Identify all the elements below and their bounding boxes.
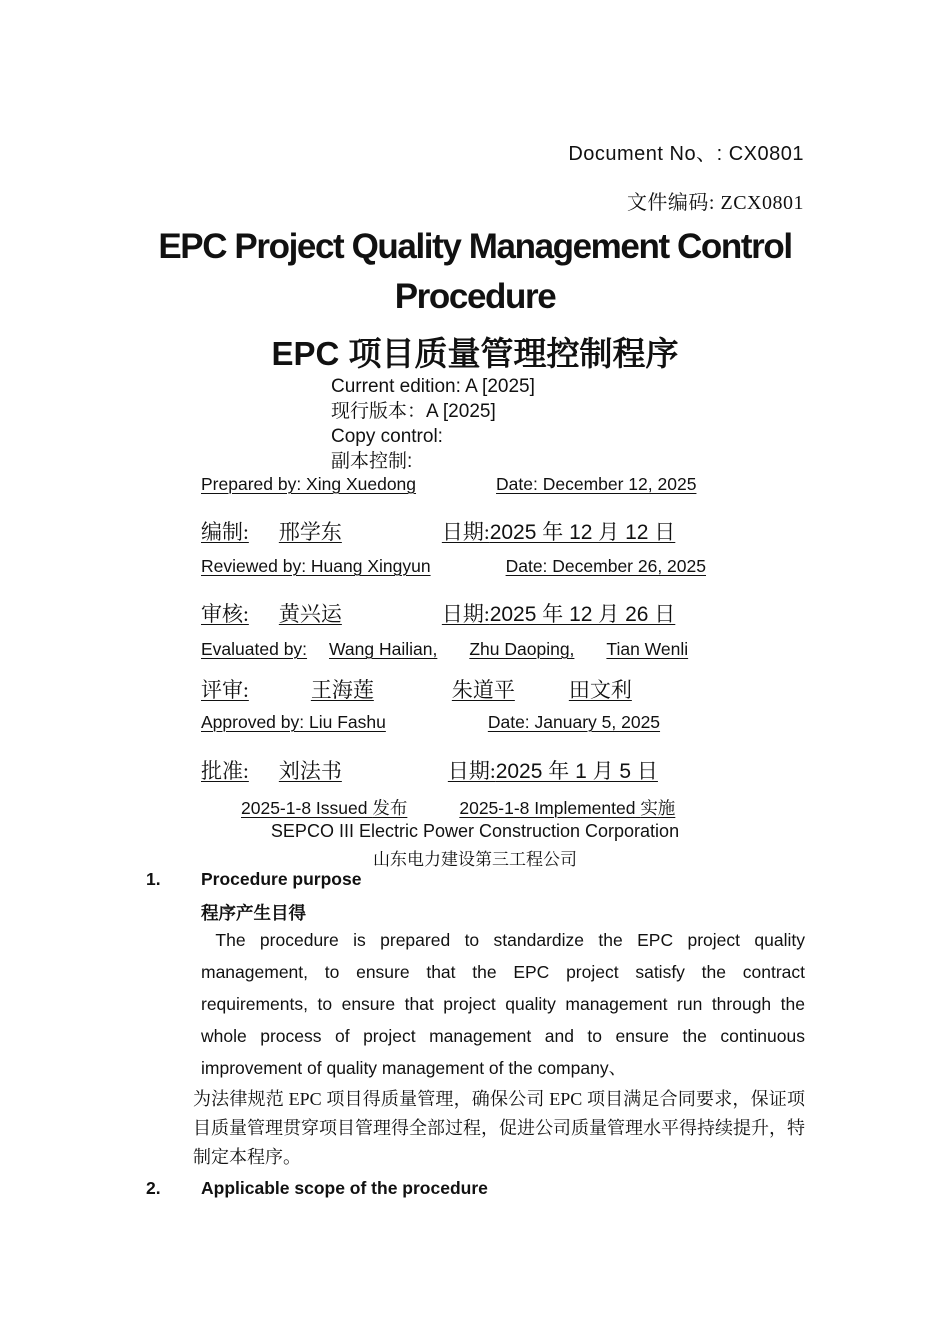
title-en-line2: Procedure: [394, 277, 556, 316]
evaluator-name: Wang Hailian,: [329, 639, 438, 659]
evaluator-name: Tian Wenli: [606, 639, 689, 659]
issued-label-cn: 发布: [372, 798, 408, 818]
evaluated-by: Evaluated by:: [201, 639, 308, 659]
evaluated-row: [201, 639, 688, 660]
prepared-label-cn: 编制:: [201, 520, 249, 544]
section-number: 1.: [146, 869, 161, 889]
document-number-cn-text: 文件编码: ZCX0801: [626, 192, 804, 214]
reviewed-row: [201, 556, 706, 577]
approved-date-cn: 2025 年 1 月 5 日: [495, 760, 658, 783]
approved-by: Approved by: Liu Fashu: [201, 712, 386, 732]
implemented-date: 2025-1-8 Implemented: [459, 798, 636, 818]
issued-date: 2025-1-8 Issued: [241, 798, 368, 818]
section-title-cn: 程序产生目得: [201, 903, 306, 923]
section-body-cn-text: 为法律规范 EPC 项目得质量管理，确保公司 EPC 项目满足合同要求，保证项目质量管理贯穿项目管理得全部过程，促进公司质量管理水平得持续提升，特制定本程序。: [193, 1089, 805, 1167]
approved-row: [201, 712, 660, 733]
document-number: Document No、: CX0801: [568, 143, 804, 165]
reviewed-name-cn: 黄兴运: [278, 602, 342, 626]
evaluator-name-cn: 朱道平: [451, 678, 515, 702]
evaluator-name-cn: 王海莲: [310, 678, 374, 702]
title-en-line1: EPC Project Quality Management Control: [158, 227, 792, 266]
section-body: The procedure is prepared to standardize the EPC project quality management, to ensure that the EPC project satisfy the contract requirements, to ensure that project quality management run through the whole process of project management and to ensure the continuous improvement of quality management of the company、: [201, 930, 810, 1078]
current-edition-cn: 现行版本：A [2025]: [331, 401, 496, 422]
approved-name-cn: 刘法书: [278, 759, 342, 783]
evaluator-name: Zhu Daoping,: [469, 639, 575, 659]
issue-row: [241, 795, 675, 820]
copy-control-cn: 副本控制:: [331, 451, 413, 472]
reviewed-date: Date: December 26, 2025: [505, 556, 706, 576]
approved-date: Date: January 5, 2025: [487, 712, 661, 732]
current-edition: Current edition: A [2025]: [331, 376, 535, 397]
copy-control: Copy control:: [331, 426, 443, 447]
prepared-date-label-cn: 日期:: [441, 520, 490, 544]
company-name: SEPCO III Electric Power Construction Corporation: [270, 821, 680, 841]
prepared-row-cn: [201, 516, 675, 546]
prepared-by: Prepared by: Xing Xuedong: [201, 474, 417, 494]
title-cn: EPC 项目质量管理控制程序: [271, 335, 679, 372]
prepared-date-cn: 2025 年 12 月 12 日: [489, 521, 676, 544]
reviewed-date-cn: 2025 年 12 月 26 日: [489, 603, 676, 626]
approved-date-label-cn: 日期:: [447, 759, 496, 783]
reviewed-label-cn: 审核:: [201, 602, 249, 626]
reviewed-row-cn: [201, 598, 675, 628]
evaluated-label-cn: 评审:: [201, 678, 249, 702]
section-title: Applicable scope of the procedure: [201, 1178, 488, 1198]
prepared-row: [201, 474, 696, 495]
company-name-cn: 山东电力建设第三工程公司: [373, 850, 577, 869]
approved-row-cn: [201, 755, 658, 785]
evaluator-name-cn: 田文利: [568, 678, 632, 702]
reviewed-date-label-cn: 日期:: [441, 602, 490, 626]
implemented-label-cn: 实施: [640, 798, 676, 818]
section-body-cn: [193, 1085, 805, 1172]
section-number: 2.: [146, 1178, 161, 1198]
reviewed-by: Reviewed by: Huang Xingyun: [201, 556, 431, 576]
prepared-date: Date: December 12, 2025: [496, 474, 697, 494]
evaluated-row-cn: [201, 674, 644, 704]
section-title: Procedure purpose: [201, 869, 362, 889]
approved-label-cn: 批准:: [201, 759, 249, 783]
document-number-cn: [627, 186, 804, 215]
prepared-name-cn: 邢学东: [278, 520, 342, 544]
